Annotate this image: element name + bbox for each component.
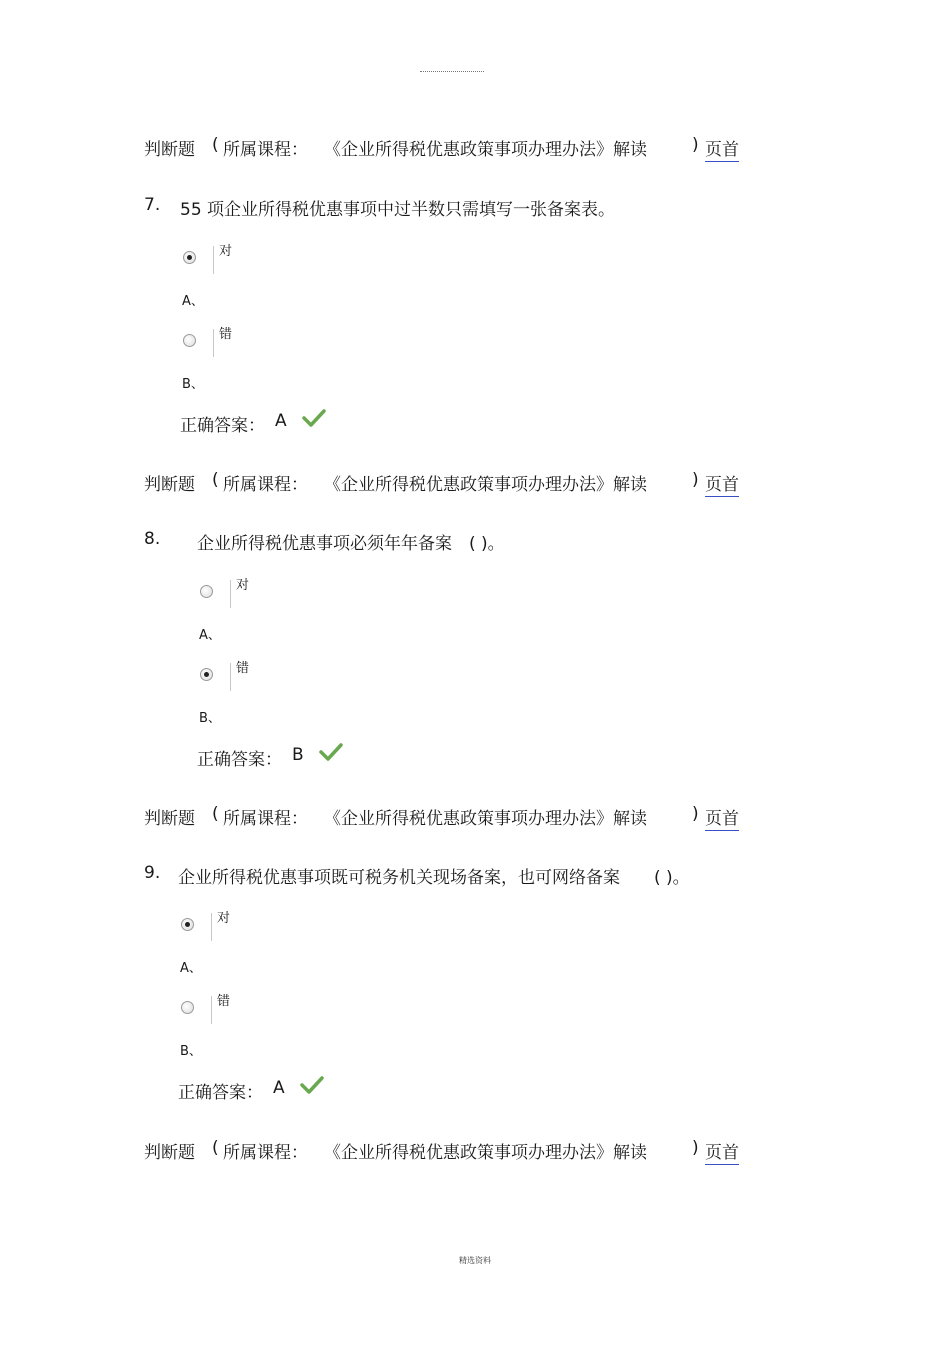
option-a-radio-box[interactable] [181,246,214,274]
course-name: 《企业所得税优惠政策事项办理办法》解读 [324,809,647,829]
question-meta-line [144,1138,764,1164]
option-a-label: 对 [236,578,250,593]
radio-checked-icon[interactable] [181,918,194,931]
option-a-letter: A、 [182,294,204,309]
question-8-text: 企业所得税优惠事项必须年年备案 ( )。 [197,534,505,554]
option-a-radio-box[interactable] [198,580,231,608]
question-type: 判断题 [144,809,195,829]
option-b-letter: B、 [199,711,221,726]
course-label: 所属课程： [223,475,308,495]
course-name: 《企业所得税优惠政策事项办理办法》解读 [324,475,647,495]
footer-text: 精选资料 [459,1256,491,1265]
option-b-letter: B、 [180,1044,202,1059]
correct-answer-value: A [275,411,287,431]
question-type: 判断题 [144,1143,195,1163]
back-to-top-link[interactable]: 页首 [705,135,739,162]
radio-unchecked-icon[interactable] [181,1001,194,1014]
meta-paren-open: ( [212,1138,219,1158]
radio-unchecked-icon[interactable] [200,585,213,598]
radio-unchecked-icon[interactable] [183,334,196,347]
correct-answer-value: A [273,1078,285,1098]
question-meta-line [144,804,764,830]
correct-answer-label: 正确答案： [180,416,265,436]
course-name: 《企业所得税优惠政策事项办理办法》解读 [324,140,647,160]
meta-paren-close: ) [692,135,699,155]
option-a-label: 对 [217,911,231,926]
meta-paren-close: ) [692,804,699,824]
checkmark-icon [319,742,343,762]
radio-checked-icon[interactable] [200,668,213,681]
option-b-radio-box[interactable] [181,329,214,357]
option-b-label: 错 [236,661,250,676]
course-label: 所属课程： [223,140,308,160]
checkmark-icon [300,1075,324,1095]
meta-paren-open: ( [212,470,219,490]
course-label: 所属课程： [223,1143,308,1163]
option-a-letter: A、 [199,628,221,643]
meta-paren-open: ( [212,804,219,824]
correct-answer-value: B [292,745,304,765]
question-7-text: 55 项企业所得税优惠事项中过半数只需填写一张备案表。 [180,200,616,220]
option-a-label: 对 [219,244,233,259]
question-9-text: 企业所得税优惠事项既可税务机关现场备案，也可网络备案 ( )。 [178,868,690,888]
header-dotted-rule [420,71,484,72]
back-to-top-link[interactable]: 页首 [705,470,739,497]
correct-answer-label: 正确答案： [197,750,282,770]
meta-paren-close: ) [692,470,699,490]
meta-paren-open: ( [212,135,219,155]
option-b-radio-box[interactable] [179,996,212,1024]
option-b-label: 错 [219,327,233,342]
meta-paren-close: ) [692,1138,699,1158]
course-label: 所属课程： [223,809,308,829]
option-a-radio-box[interactable] [179,913,212,941]
course-name: 《企业所得税优惠政策事项办理办法》解读 [324,1143,647,1163]
checkmark-icon [302,408,326,428]
option-b-letter: B、 [182,377,204,392]
question-7-number: 7. [144,195,161,215]
option-a-letter: A、 [180,961,202,976]
question-9-number: 9. [144,863,161,883]
radio-checked-icon[interactable] [183,251,196,264]
question-type: 判断题 [144,475,195,495]
back-to-top-link[interactable]: 页首 [705,1138,739,1165]
question-8-number: 8. [144,529,161,549]
question-meta-line [144,470,764,496]
option-b-label: 错 [217,994,231,1009]
back-to-top-link[interactable]: 页首 [705,804,739,831]
question-type: 判断题 [144,140,195,160]
question-meta-line [144,135,764,161]
correct-answer-label: 正确答案： [178,1083,263,1103]
option-b-radio-box[interactable] [198,663,231,691]
